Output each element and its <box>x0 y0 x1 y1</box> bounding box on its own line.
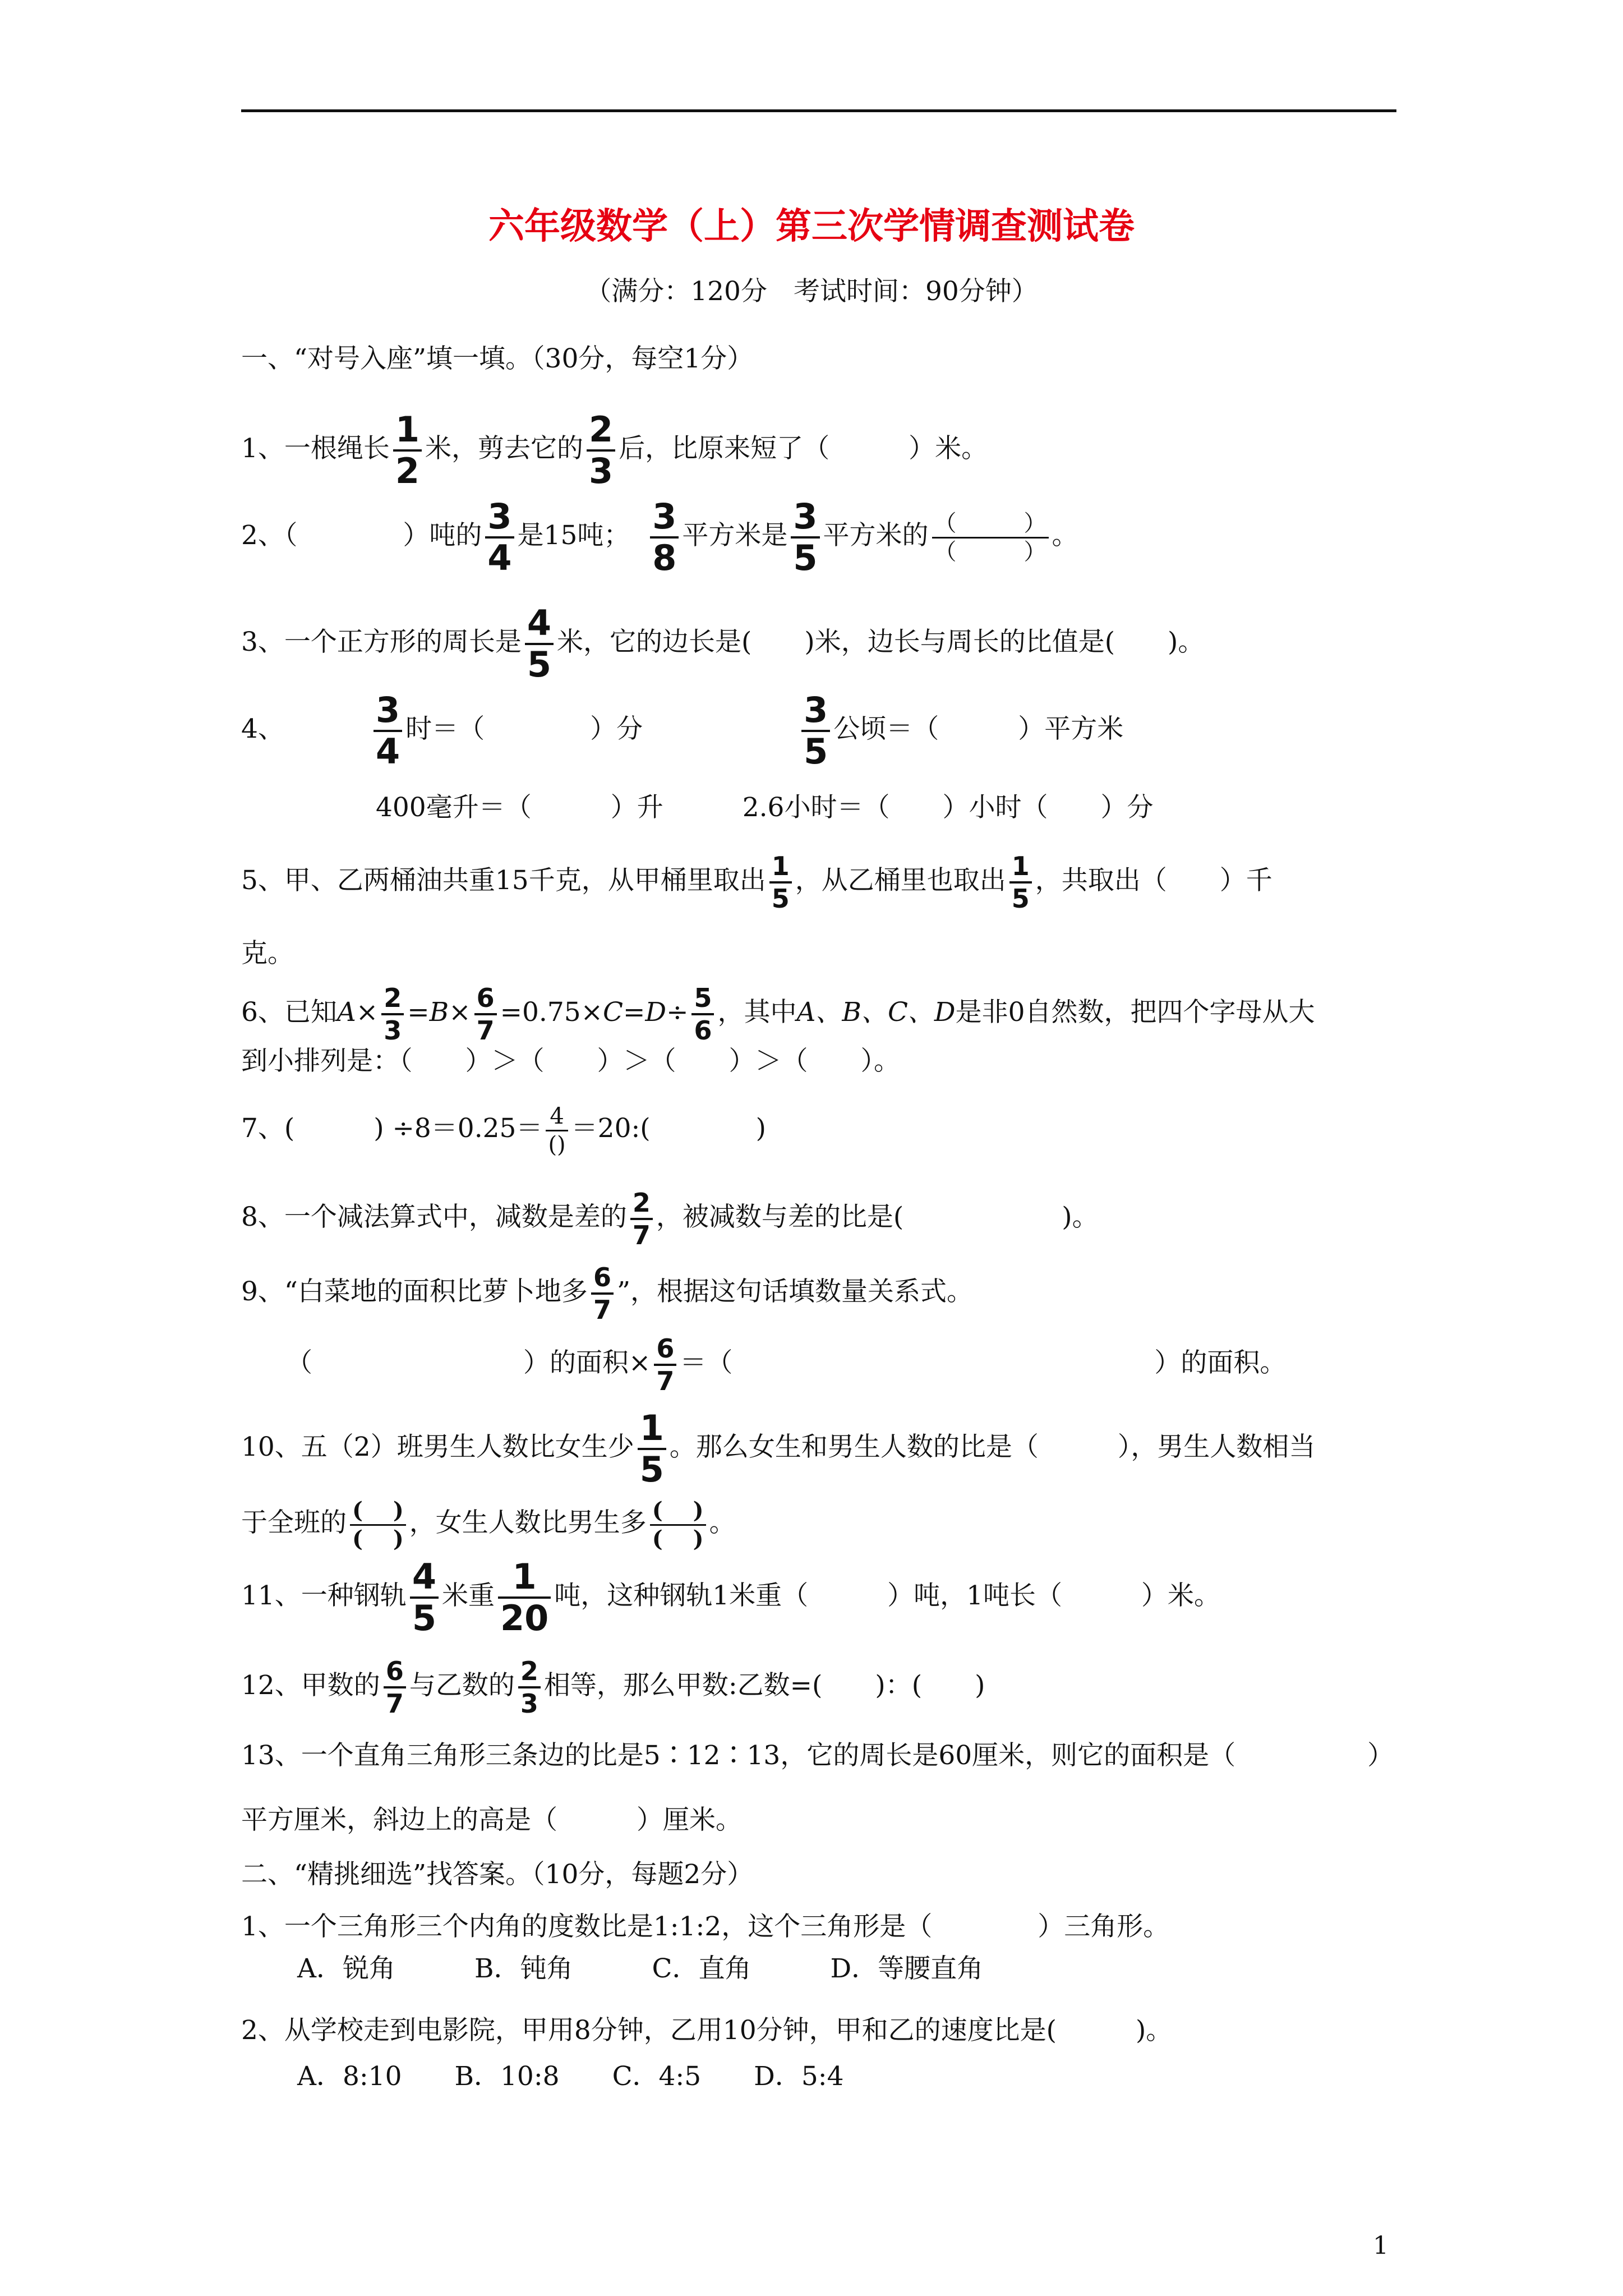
fraction: $\frac{1}{20}$ <box>498 1559 551 1636</box>
question-1: 1、一根绳长 $\frac{1}{2}$ 米，剪去它的 $\frac{2}{3}$ 后，比原来短了（ ）米。 <box>241 409 988 491</box>
fraction: $\frac{1}{5}$ <box>1009 853 1032 912</box>
fraction: $\frac{4}{5}$ <box>525 606 554 682</box>
blank-fraction[interactable]: $\frac{( )}{( )}$ <box>650 1499 706 1550</box>
exam-info: （满分：120分 考试时间：90分钟） <box>585 276 1038 307</box>
question-4-line-2: 400毫升＝（ ）升 2.6小时＝（ ）小时（ ）分 <box>376 792 1154 823</box>
fraction: $\frac{6}{7}$ <box>591 1264 614 1323</box>
section-1-heading: 一、“对号入座”填一填。（30分，每空1分） <box>241 343 754 374</box>
question-5-line-2: 克。 <box>241 938 294 969</box>
question-12: 12、甲数的 $\frac{6}{7}$ 与乙数的 $\frac{2}{3}$ 相等，那么甲数:乙数=( )：( ) <box>241 1656 985 1719</box>
question-8: 8、一个减法算式中，减数是差的 $\frac{2}{7}$ ，被减数与差的比是( )。 <box>241 1188 1099 1250</box>
fraction: $\frac{2}{3}$ <box>381 985 404 1043</box>
question-6-line-2: 到小排列是：（ ）＞（ ）＞（ ）＞（ ）。 <box>241 1046 900 1076</box>
fraction: $\frac{3}{8}$ <box>650 499 679 576</box>
fraction: $\frac{6}{7}$ <box>384 1658 406 1717</box>
question-13-line-2: 平方厘米，斜边上的高是（ ）厘米。 <box>241 1805 742 1835</box>
question-7: 7、( ) ÷8＝0.25＝ $\frac{4}{()}$ ＝20:( ) <box>241 1103 766 1158</box>
fraction: $\frac{3}{4}$ <box>374 693 402 769</box>
question-13: 13、一个直角三角形三条边的比是5∶12∶13，它的周长是60厘米，则它的面积是（ ） <box>241 1740 1394 1771</box>
blank-fraction[interactable]: $\frac{( )}{( )}$ <box>350 1499 406 1550</box>
fraction: $\frac{1}{2}$ <box>393 412 422 489</box>
fraction: $\frac{4}{()}$ <box>546 1105 568 1156</box>
fraction: $\frac{1}{5}$ <box>769 853 792 912</box>
page-number: 1 <box>1373 2231 1389 2260</box>
question-9-line-2: （ ）的面积× $\frac{6}{7}$ ＝（ ）的面积。 <box>286 1333 1287 1396</box>
fraction: $\frac{5}{6}$ <box>691 985 714 1043</box>
section-2-heading: 二、“精挑细选”找答案。（10分，每题2分） <box>241 1859 754 1890</box>
question-10: 10、五（2）班男生人数比女生少 $\frac{1}{5}$ 。那么女生和男生人数的比是（ ），男生人数相当 <box>241 1407 1316 1490</box>
fraction: $\frac{3}{4}$ <box>485 499 514 576</box>
question-4: 4、 $\frac{3}{4}$ 时＝（ ）分 $\frac{3}{5}$ 公顷＝（ ）平方米 <box>241 689 1124 772</box>
fraction: $\frac{4}{5}$ <box>410 1559 439 1636</box>
fraction: $\frac{2}{3}$ <box>587 412 615 489</box>
fraction: $\frac{6}{7}$ <box>654 1336 676 1394</box>
fraction: $\frac{6}{7}$ <box>474 985 497 1043</box>
fraction: $\frac{2}{7}$ <box>630 1190 653 1248</box>
question-5: 5、甲、乙两桶油共重15千克，从甲桶里取出 $\frac{1}{5}$ ，从乙桶里也取出 $\frac{1}{5}$ ，共取出（ ）千 <box>241 851 1272 914</box>
page-title: 六年级数学（上）第三次学情调查测试卷 <box>488 205 1135 247</box>
mc-question-2: 2、从学校走到电影院，甲用8分钟，乙用10分钟，甲和乙的速度比是( )。 <box>241 2015 1173 2046</box>
fraction: $\frac{1}{5}$ <box>638 1411 666 1487</box>
question-9: 9、“白菜地的面积比萝卜地多 $\frac{6}{7}$ ”，根据这句话填数量关系式。 <box>241 1262 973 1325</box>
fraction: $\frac{3}{5}$ <box>801 693 830 769</box>
blank-fraction[interactable]: $\frac{( )}{( )}$ <box>932 512 1049 563</box>
question-11: 11、一种钢轨 $\frac{4}{5}$ 米重 $\frac{1}{20}$ 吨，这种钢轨1米重（ ）吨，1吨长（ ）米。 <box>241 1556 1221 1639</box>
header-rule <box>241 109 1396 112</box>
question-6: 6、已知A× $\frac{2}{3}$ =B× $\frac{6}{7}$ =0.75×C=D÷ $\frac{5}{6}$ ，其中A、B、C、D是非0自然数，把四个字母从大 <box>241 983 1315 1046</box>
mc-question-1-options[interactable]: A．锐角 B．钝角 C．直角 D．等腰直角 <box>297 1953 984 1984</box>
fraction: $\frac{2}{3}$ <box>518 1658 541 1717</box>
mc-question-2-options[interactable]: A．8:10 B．10:8 C．4:5 D．5:4 <box>297 2061 844 2092</box>
question-10-line-2: 于全班的 $\frac{( )}{( )}$ ，女生人数比男生多 $\frac{( )}{( )}$ 。 <box>241 1497 736 1552</box>
fraction: $\frac{3}{5}$ <box>791 499 819 576</box>
question-3: 3、一个正方形的周长是 $\frac{4}{5}$ 米，它的边长是( )米，边长与周长的比值是( )。 <box>241 602 1205 685</box>
mc-question-1: 1、一个三角形三个内角的度数比是1:1:2，这个三角形是（ ）三角形。 <box>241 1911 1170 1942</box>
question-2: 2、（ ）吨的 $\frac{3}{4}$ 是15吨； $\frac{3}{8}$ 平方米是 $\frac{3}{5}$ 平方米的 $\frac{( )}{( )}$ 。 <box>241 496 1078 578</box>
